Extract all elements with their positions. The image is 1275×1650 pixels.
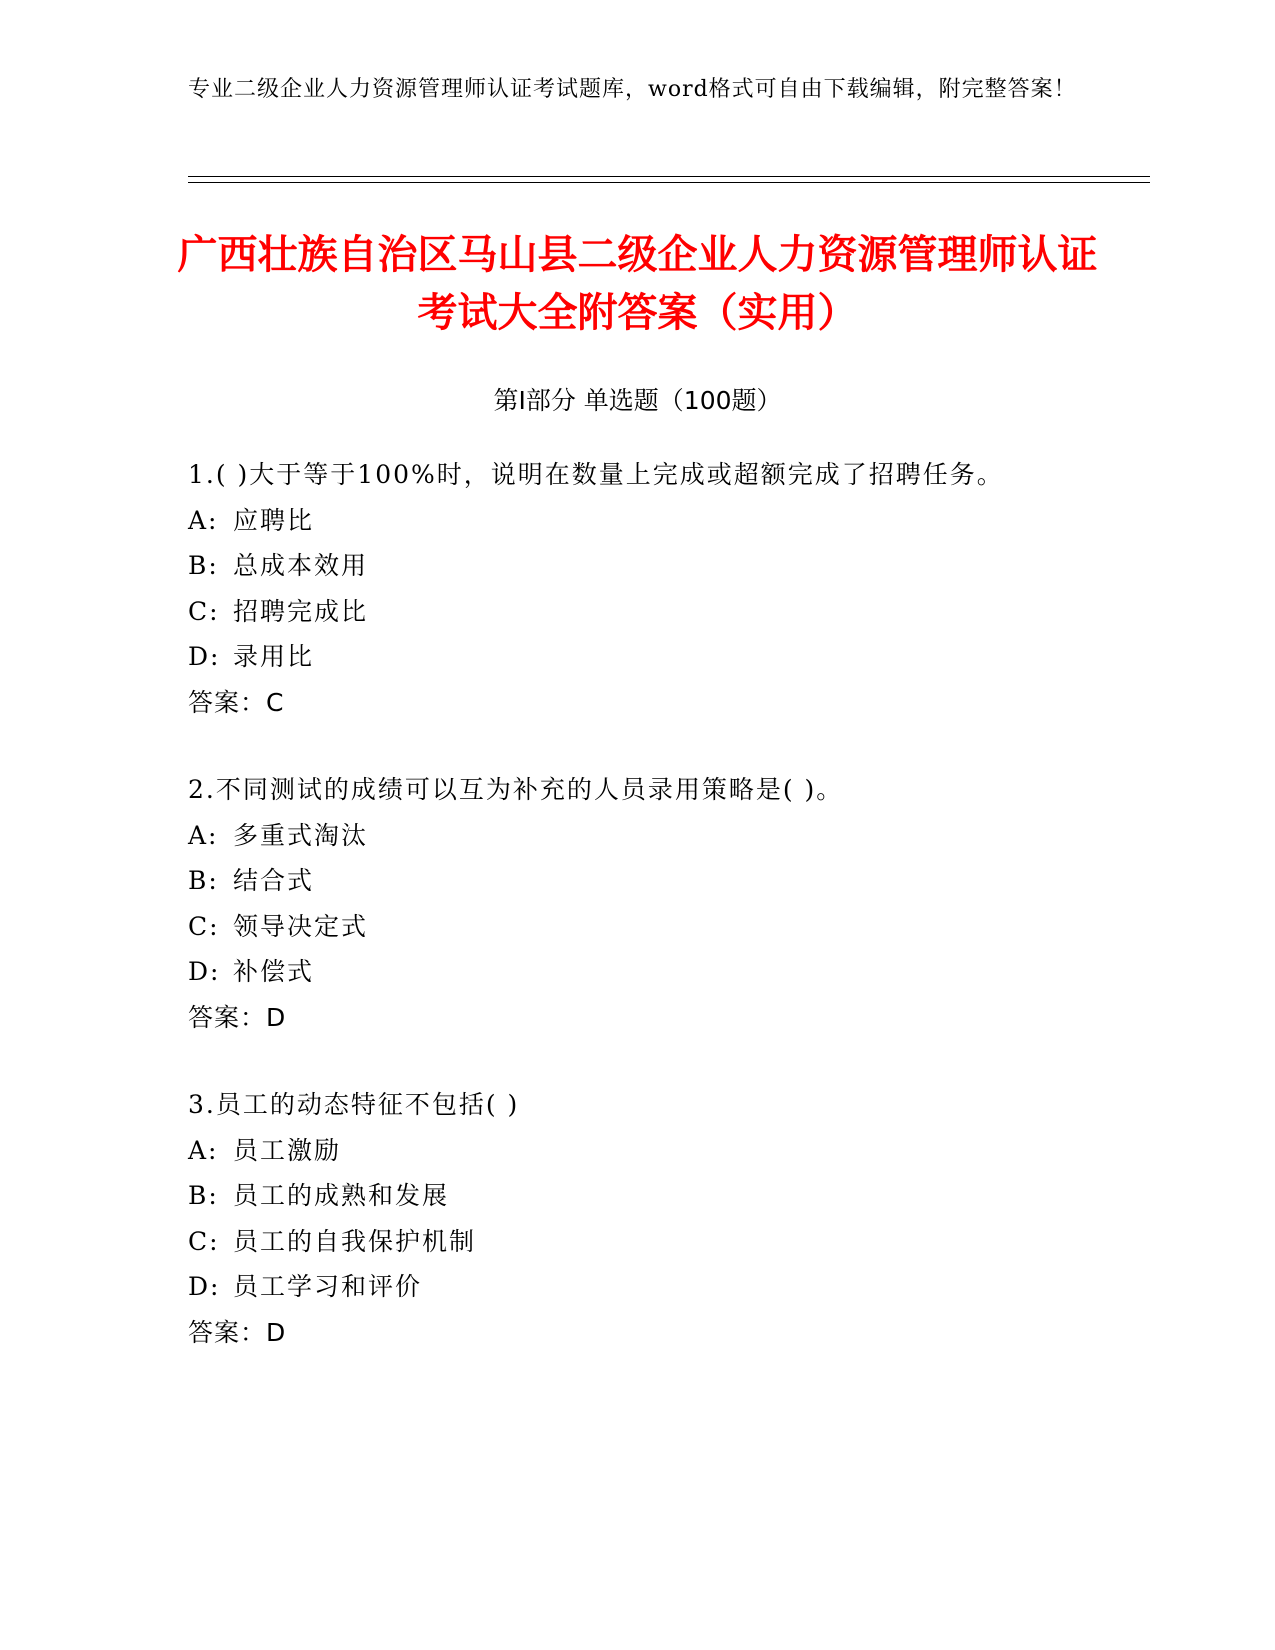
document-title: 广西壮族自治区马山县二级企业人力资源管理师认证考试大全附答案（实用）	[177, 232, 1098, 336]
option-a	[188, 1134, 1148, 1180]
option-c	[188, 1225, 1148, 1271]
option-c	[188, 595, 1148, 641]
option-letter: A:	[188, 1135, 219, 1165]
question-3	[188, 1088, 1148, 1350]
option-d	[188, 640, 1148, 686]
option-text: 总成本效用	[233, 551, 369, 580]
option-letter: D:	[188, 1272, 221, 1301]
option-text: 应聘比	[233, 505, 315, 535]
option-a	[188, 504, 1148, 550]
option-text: 录用比	[233, 642, 315, 671]
option-b	[188, 549, 1148, 595]
option-letter: D:	[188, 957, 221, 986]
answer: 答案：C	[188, 687, 285, 717]
option-letter: B:	[188, 866, 219, 895]
option-letter: D:	[188, 642, 221, 671]
answer: 答案：D	[188, 1002, 287, 1032]
option-letter: B:	[188, 551, 219, 580]
question-2	[188, 773, 1148, 1035]
option-text: 员工的自我保护机制	[233, 1226, 477, 1256]
option-letter: B:	[188, 1181, 219, 1210]
option-text: 领导决定式	[233, 911, 369, 941]
option-text: 员工激励	[233, 1135, 342, 1165]
question-text: 1.( )大于等于100%时，说明在数量上完成或超额完成了招聘任务。	[188, 460, 1004, 489]
option-d	[188, 955, 1148, 1001]
question-text: 3.员工的动态特征不包括( )	[188, 1090, 520, 1119]
option-letter: C:	[188, 911, 220, 941]
header-note: 专业二级企业人力资源管理师认证考试题库，word格式可自由下载编辑，附完整答案！	[188, 77, 1077, 102]
option-b	[188, 864, 1148, 910]
option-text: 招聘完成比	[233, 596, 369, 626]
section-title: 第Ⅰ部分 单选题（100题）	[493, 386, 782, 415]
question-1	[188, 458, 1148, 720]
question-text: 2.不同测试的成绩可以互为补充的人员录用策略是( )。	[188, 775, 844, 804]
option-text: 结合式	[233, 866, 315, 895]
option-text: 员工学习和评价	[233, 1272, 423, 1301]
header-divider-bottom	[188, 182, 1150, 183]
option-letter: C:	[188, 596, 220, 626]
option-text: 多重式淘汰	[233, 820, 369, 850]
option-a	[188, 819, 1148, 865]
option-letter: A:	[188, 820, 219, 850]
option-letter: C:	[188, 1226, 220, 1256]
option-c	[188, 910, 1148, 956]
option-d	[188, 1270, 1148, 1316]
option-letter: A:	[188, 505, 219, 535]
option-b	[188, 1179, 1148, 1225]
answer: 答案：D	[188, 1317, 287, 1347]
header-divider-top	[188, 176, 1150, 177]
option-text: 员工的成熟和发展	[233, 1181, 450, 1210]
option-text: 补偿式	[233, 957, 315, 986]
